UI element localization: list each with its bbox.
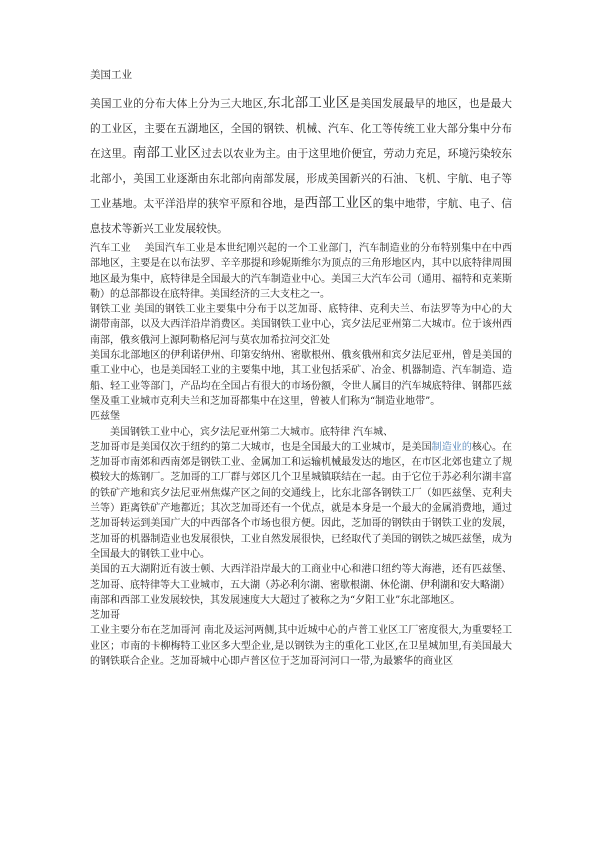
northeast-paragraph: 美国东北部地区的伊利诺伊州、印第安纳州、密歇根州、俄亥俄州和宾夕法尼亚州，曾是美国的重工业中心，也是美国轻工业的主要集中地，其工业包括采矿、冶金、机器制造、汽车制造、造船、轻工业等部门，产品均在全国占有很大的市场份额，令世人属目的汽车城底特律、钢都匹兹堡及重工业城市克利夫兰和芝加哥都集中在这里，曾被人们称为“制造业地带”。	[90, 350, 512, 407]
steel-industry-paragraph: 钢铁工业 美国的钢铁工业主要集中分布于以芝加哥、底特律、克利夫兰、布法罗等为中心的大湖带南部，以及大西洋沿岸消费区。美国钢铁工业中心，宾夕法尼亚州第二大城市。位于该州西南部，俄亥俄河上源阿勒格尼河与莫农加希拉河交汇处	[90, 304, 512, 346]
south-region-label: 南部工业区	[132, 145, 202, 161]
document-body	[90, 68, 512, 669]
pittsburgh-heading: 匹兹堡	[90, 411, 120, 423]
lead-paragraph	[90, 91, 512, 241]
lead-text-2: 是美国发展最早的地区，也是最大的工业区，主要在五湖地区，全国的钢铁、机械、汽车、化工等传统工业大部分集中分布在这里。	[90, 98, 513, 160]
lead-text-3: 过去以农业为主。由于这里地价便宜，劳动力充足，环境污染较东北部小，美国工业逐渐由东北部向南部发展，形成美国新兴的石油、飞机、宇航、电子等工业基地。太平洋沿岸的狭窄平原和谷地，是	[90, 148, 513, 210]
chicago-text-2: 核心。在芝加哥市南郊和西南郊是钢铁工业、金属加工和运输机械最发达的地区，在市区北郊也建立了规模较大的炼钢厂。芝加哥的工厂群与郊区几个卫星城镇联结在一起。由于它位于苏必利尔湖丰富的铁矿产地和宾夕法尼亚州焦煤产区之间的交通线上，比东北部各钢铁工厂（如匹兹堡、克利夫兰等）距离铁矿产地都近；其次芝加哥还有一个优点，就是本身是一个最大的金属消费地，通过芝加哥转运到美国广大的中西部各个市场也很方便。因此，芝加哥的钢铁由于钢铁工业的发展，芝加哥的机器制造业也发展很快，工业自然发展很快，已经取代了美国的钢铁之城匹兹堡，成为全国最大的钢铁工业中心。	[90, 441, 513, 560]
doc-title: 美国工业	[90, 69, 132, 81]
chicago-paragraph	[90, 440, 512, 562]
manufacturing-highlight: 制造业的	[431, 441, 472, 453]
south-west-paragraph: 南部和西部工业发展较快，其发展速度大大超过了被称之为“夕阳工业”东北部地区。	[90, 594, 461, 606]
pittsburgh-paragraph: 美国钢铁工业中心，宾夕法尼亚州第二大城市。底特律 汽车城、	[110, 426, 394, 438]
west-region-label: 西部工业区	[304, 195, 373, 211]
lead-text-1: 美国工业的分布大体上分为三大地区,	[90, 98, 267, 110]
five-lakes-paragraph: 美国的五大湖附近有波士顿、大西洋沿岸最大的工商业中心和港口纽约等大海港，还有匹兹堡、芝加哥、底特律等大工业城市，五大湖（苏必利尔湖、密歇根湖、休伦湖、伊利湖和安大略湖）	[90, 564, 512, 591]
chicago-industry-paragraph: 工业主要分布在芝加哥河 南北及运河两侧,其中近城中心的卢普工业区工厂密度很大,为重要轻工业区；市南的卡柳梅特工业区多大型企业,是以钢铁为主的重化工业区,在卫星城加里,有美国最大的钢铁联合企业。芝加哥城中心即卢普区位于芝加哥河河口一带,为最繁华的商业区	[90, 625, 512, 668]
chicago-text-1: 芝加哥市是美国仅次于纽约的第二大城市，也是全国最大的工业城市，是美国	[90, 441, 432, 453]
northeast-region-label: 东北部工业区	[266, 95, 350, 111]
chicago-heading: 芝加哥	[90, 610, 120, 622]
lead-text-4: 的集中地带，宇航、电子、信息技术等新兴工业发展较快。	[90, 198, 513, 235]
auto-industry-paragraph: 汽车工业 美国汽车工业是本世纪刚兴起的一个工业部门，汽车制造业的分布特别集中在中西部地区，主要是在以布法罗、辛辛那提和珍妮斯维尔为顶点的三角形地区内，其中以底特律周围地区最为集中，底特律是全国最大的汽车制造业中心。美国三大汽车公司（通用、福特和克莱斯勒）的总部都设在底特律。美国经济的三大支柱之一。	[90, 243, 512, 300]
